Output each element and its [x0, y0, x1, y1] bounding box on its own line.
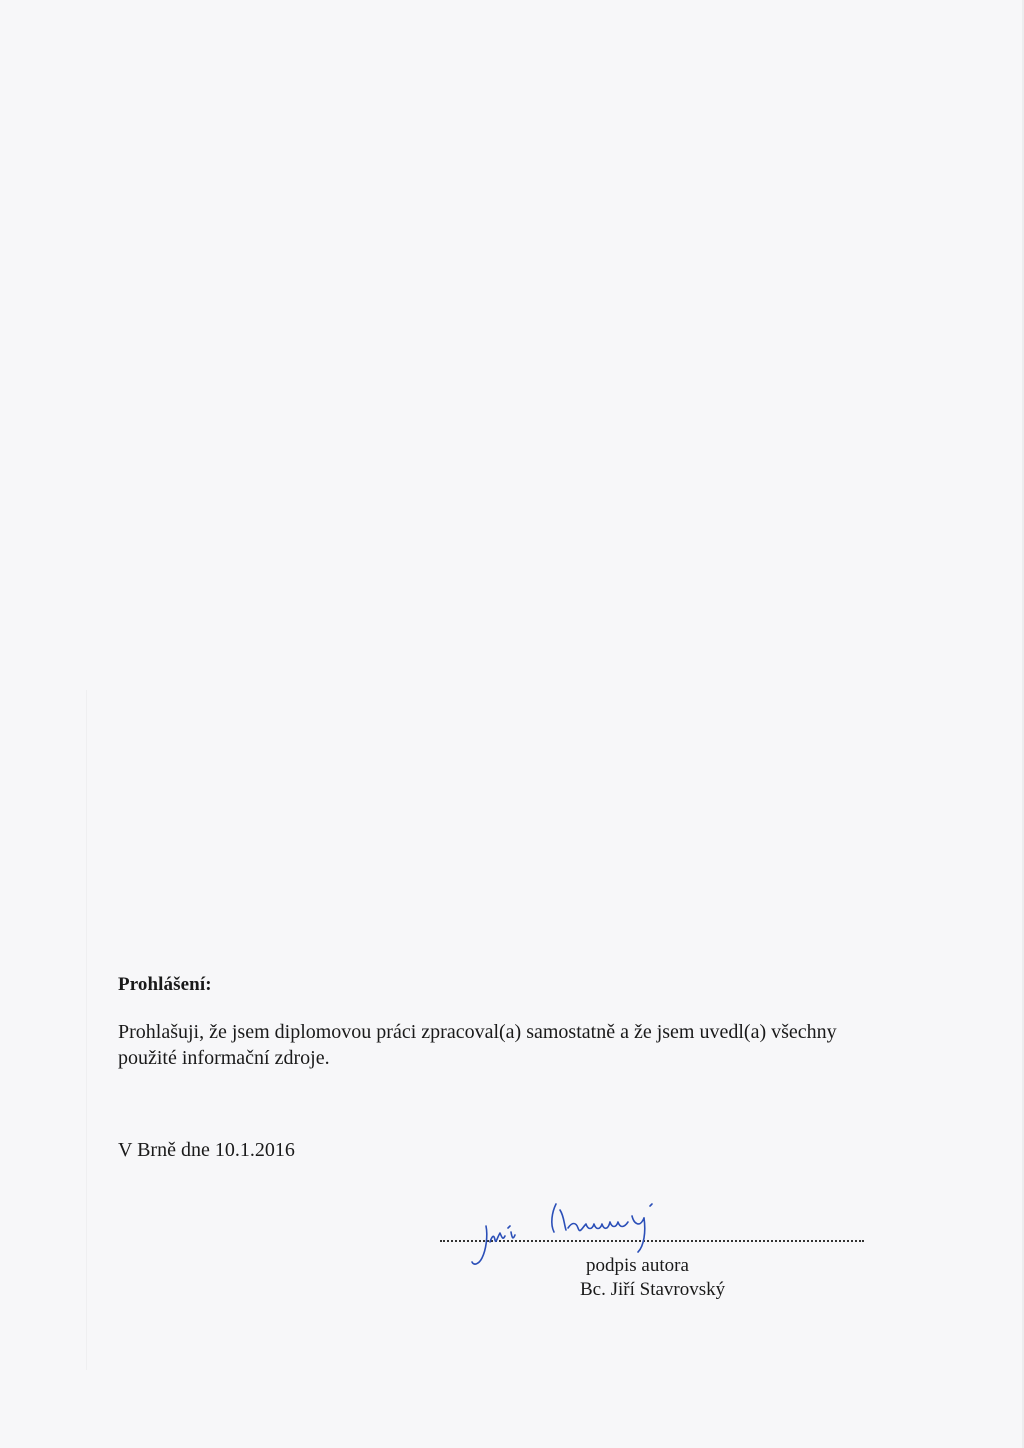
- declaration-text-line-2: použité informační zdroje.: [118, 1047, 330, 1069]
- author-name: Bc. Jiří Stavrovský: [580, 1279, 726, 1300]
- declaration-heading: Prohlášení:: [118, 974, 212, 995]
- page-edge-shadow: [86, 690, 87, 1370]
- declaration-text: [118, 1019, 878, 1071]
- place-and-date: V Brně dne 10.1.2016: [118, 1139, 295, 1161]
- declaration-text-line-1: Prohlašuji, že jsem diplomovou práci zpracoval(a) samostatně a že jsem uvedl(a) všechny: [118, 1021, 837, 1043]
- signature-caption: podpis autora: [586, 1255, 689, 1276]
